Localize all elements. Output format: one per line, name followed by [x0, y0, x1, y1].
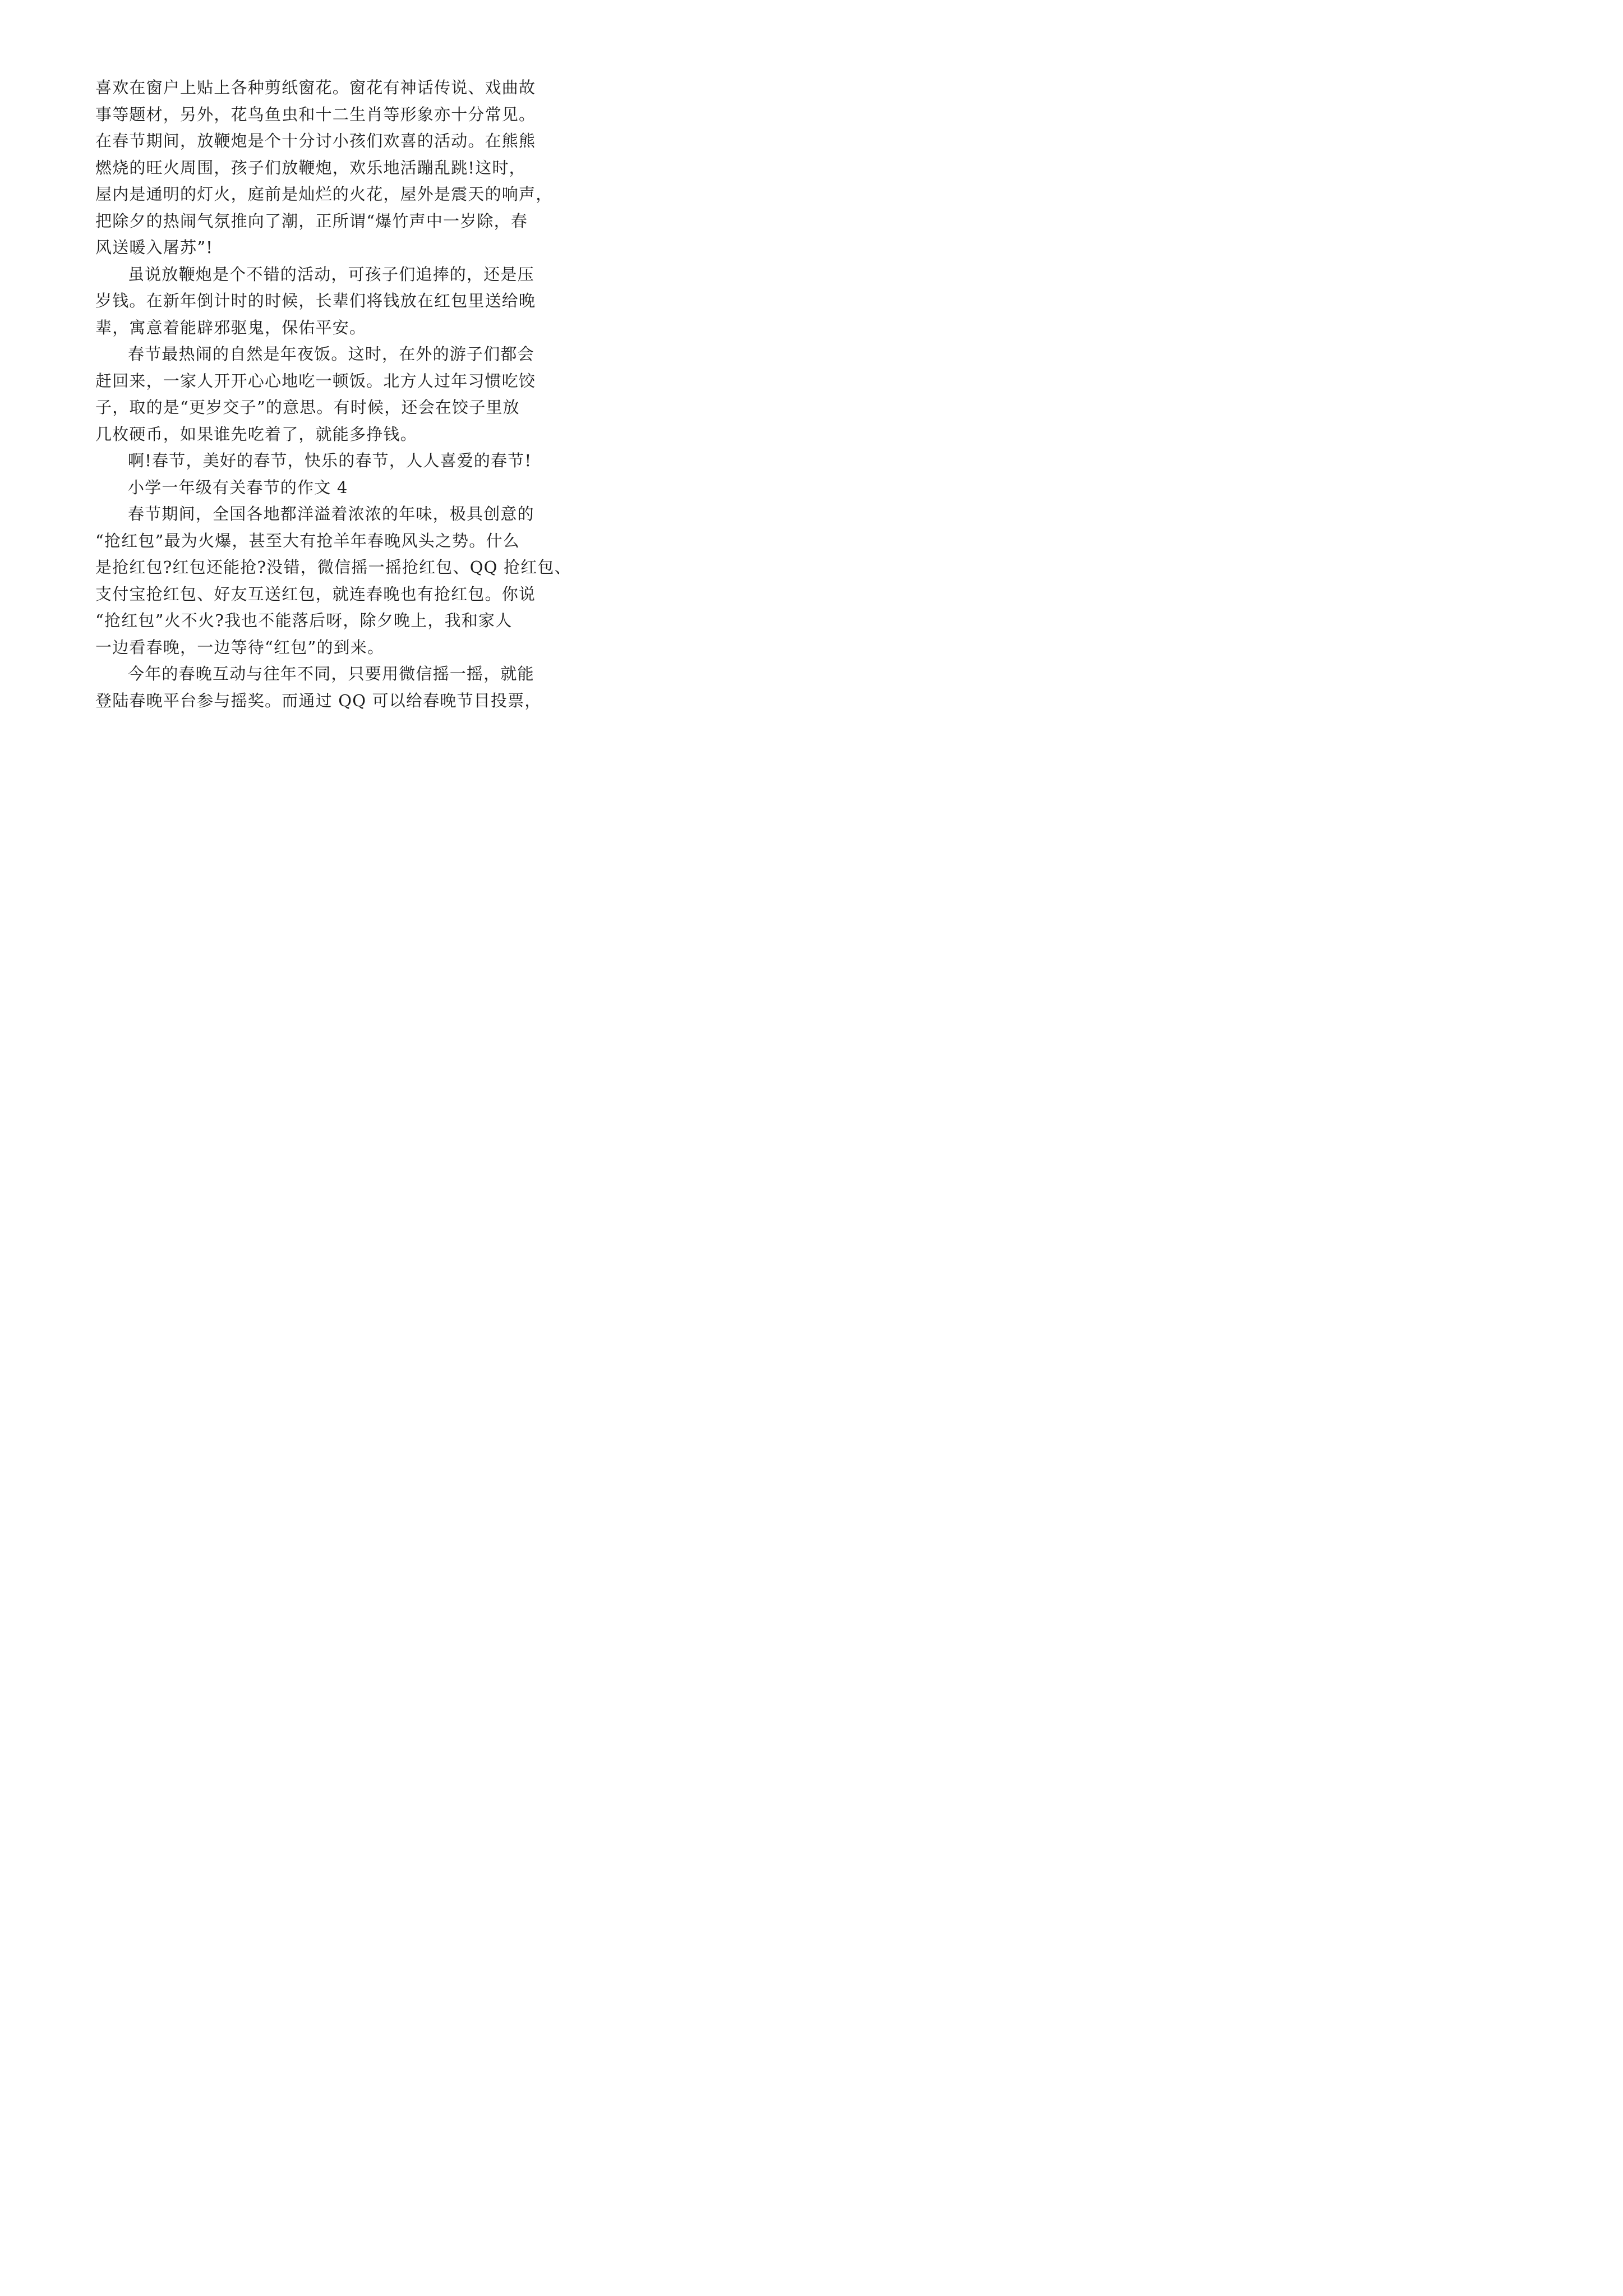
text-line: 几枚硬币，如果谁先吃着了，就能多挣钱。 — [95, 424, 417, 444]
paragraph-start-line: 今年的春晚互动与往年不同，只要用微信摇一摇，就能 — [128, 664, 534, 683]
text-line: 喜欢在窗户上贴上各种剪纸窗花。窗花有神话传说、戏曲故 — [95, 78, 536, 97]
document-body — [95, 75, 571, 714]
text-line: 赶回来，一家人开开心心地吃一顿饭。北方人过年习惯吃饺 — [95, 371, 536, 390]
text-line: 辈，寓意着能辟邪驱鬼，保佑平安。 — [95, 318, 367, 337]
text-line: 子，取的是“更岁交子”的意思。有时候，还会在饺子里放 — [95, 398, 520, 417]
text-line: 在春节期间，放鞭炮是个十分讨小孩们欢喜的活动。在熊熊 — [95, 131, 536, 150]
text-line: 登陆春晚平台参与摇奖。而通过 QQ 可以给春晚节目投票， — [95, 691, 542, 710]
paragraph-start-line: 虽说放鞭炮是个不错的活动，可孩子们追捧的，还是压 — [128, 264, 534, 284]
text-line: 岁钱。在新年倒计时的时候，长辈们将钱放在红包里送给晚 — [95, 291, 536, 310]
text-line: 支付宝抢红包、好友互送红包，就连春晚也有抢红包。你说 — [95, 584, 536, 604]
document-page — [0, 0, 617, 872]
paragraph-start-line: 啊!春节，美好的春节，快乐的春节，人人喜爱的春节! — [128, 451, 532, 470]
text-line: 是抢红包?红包还能抢?没错，微信摇一摇抢红包、QQ 抢红包、 — [95, 558, 571, 577]
section-heading: 小学一年级有关春节的作文 4 — [128, 477, 348, 497]
paragraph-start-line: 春节期间，全国各地都洋溢着浓浓的年味，极具创意的 — [128, 504, 534, 523]
text-line: 风送暖入屠苏”! — [95, 238, 214, 257]
text-line: “抢红包”最为火爆，甚至大有抢羊年春晚风头之势。什么 — [95, 531, 520, 550]
text-line: 事等题材，另外，花鸟鱼虫和十二生肖等形象亦十分常见。 — [95, 104, 536, 124]
text-line: 把除夕的热闹气氛推向了潮，正所谓“爆竹声中一岁除，春 — [95, 211, 528, 231]
text-line: 燃烧的旺火周围，孩子们放鞭炮，欢乐地活蹦乱跳!这时， — [95, 158, 526, 177]
text-line: 屋内是通明的灯火，庭前是灿烂的火花，屋外是震天的响声， — [95, 185, 553, 204]
text-line: “抢红包”火不火?我也不能落后呀，除夕晚上，我和家人 — [95, 611, 513, 630]
paragraph-start-line: 春节最热闹的自然是年夜饭。这时，在外的游子们都会 — [128, 344, 534, 364]
text-line: 一边看春晚，一边等待“红包”的到来。 — [95, 637, 385, 657]
